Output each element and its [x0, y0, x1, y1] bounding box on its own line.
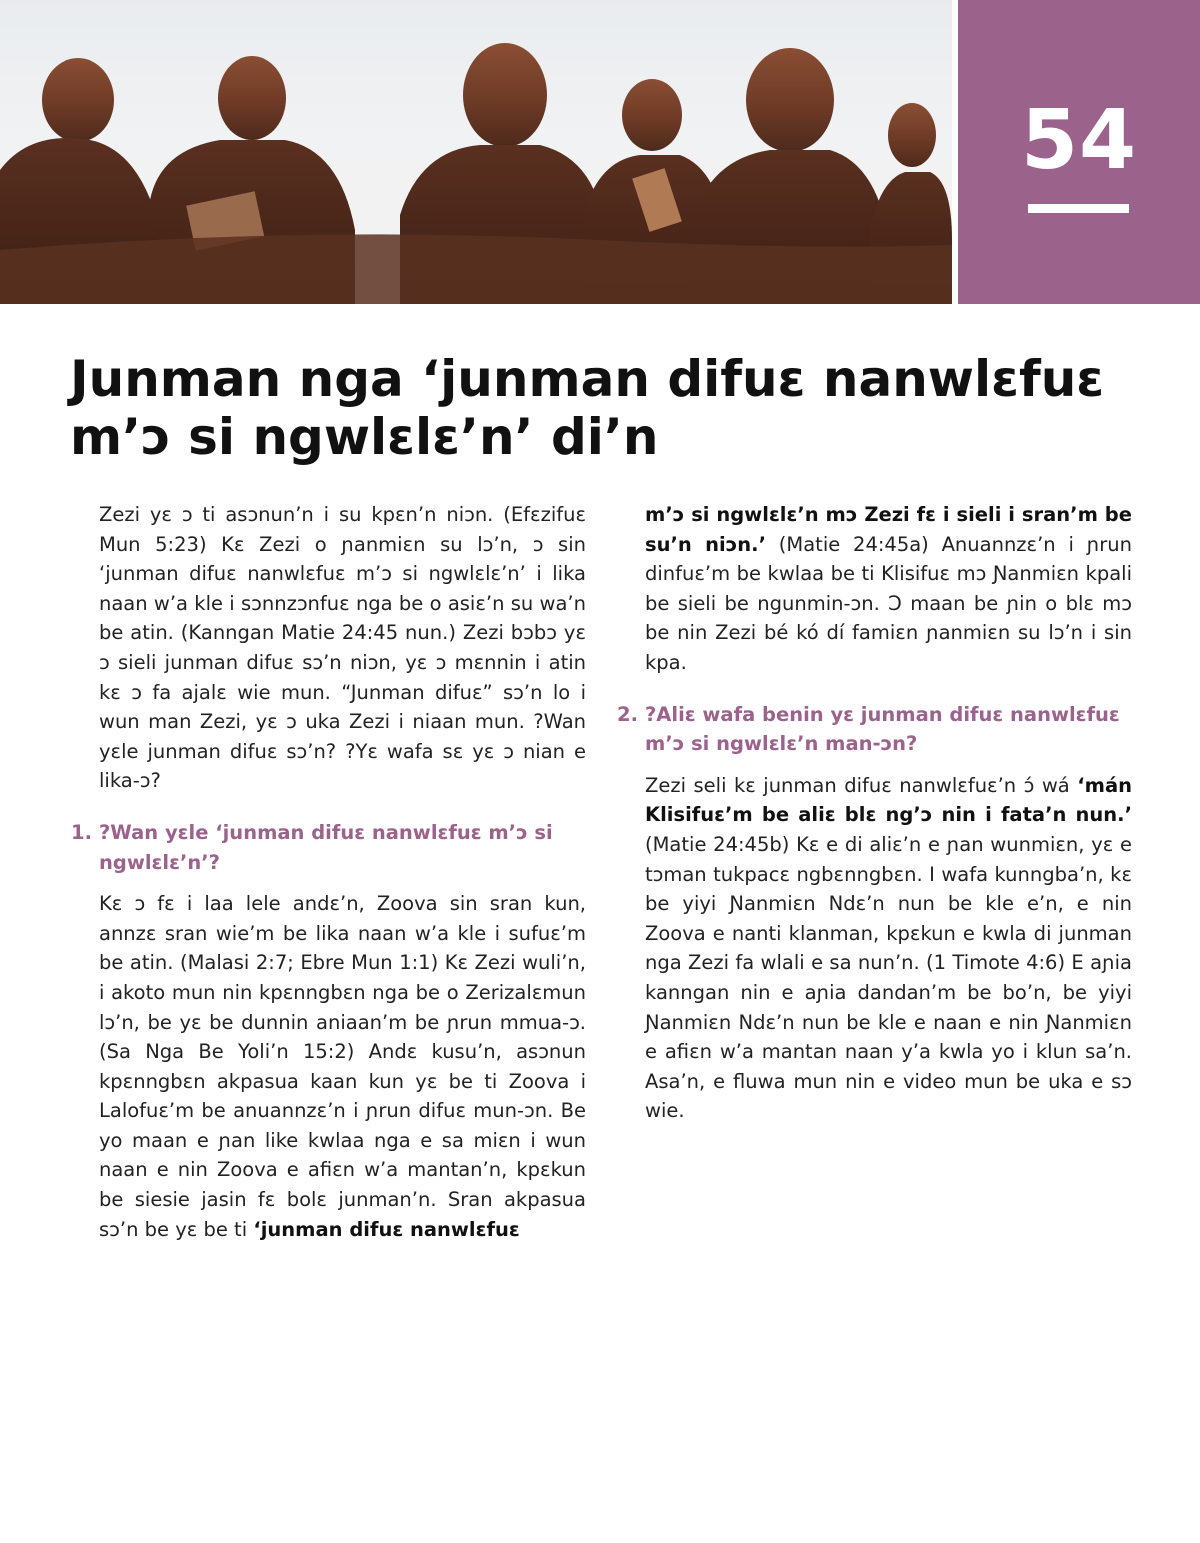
group-of-men-in-suits-icon	[0, 0, 952, 304]
answer-2-bold: ‘mán Klisifuɛ’m be aliɛ blɛ ng’ɔ nin i fata’n nun.’	[645, 773, 1132, 827]
lesson-number-box	[958, 0, 1200, 304]
lesson-number-underline	[1028, 204, 1129, 213]
title-line-1: Junman nga ‘junman difuɛ nanwlɛfuɛ	[70, 350, 1105, 408]
answer-1-continued	[645, 500, 1132, 678]
answer-2-text-after: (Matie 24:45b) Kɛ e di aliɛ’n e ɲan wunmiɛn, yɛ e tɔman tukpacɛ ngbɛnngbɛn. I wafa kunngba’n, kɛ be yiyi Ɲanmiɛn Ndɛ’n nun be kle e’n, e nin Zoova e nanti klanman, kpɛkun e kwla di junman nga Zezi fa wlali e sa nun’n. (1 Timote 4:6) E aɲia kanngan nin e aɲia dandan’m be bo’n, be yiyi Ɲanmiɛn Ndɛ’n nun be kle e naan e nin Ɲanmiɛn e afiɛn w’a mantan naan y’a kwla yo i klun sa’n. Asa’n, e fluwa mun nin e video mun be uka e sɔ wie.	[645, 832, 1132, 1123]
lesson-number: 54	[1020, 93, 1138, 188]
title-line-2: m’ɔ si ngwlɛlɛ’n’ di’n	[70, 408, 659, 466]
answer-1-tail: (Matie 24:45a) Anuannzɛ’n i ɲrun dinfuɛ’m be kwlaa be ti Klisifuɛ mɔ Ɲanmiɛn kpali be sieli be ngunmin-ɔn. Ɔ maan be ɲin o blɛ mɔ be nin Zezi bé kó dí famiɛn ɲanmiɛn su lɔ’n i sin kpa.	[645, 532, 1132, 674]
right-column	[617, 500, 1132, 1126]
intro-paragraph: Zezi yɛ ɔ ti asɔnun’n i su kpɛn’n niɔn. (Efɛzifuɛ Mun 5:23) Kɛ Zezi o ɲanmiɛn su lɔ’n, ɔ sin ‘junman difuɛ nanwlɛfuɛ m’ɔ si ngwlɛlɛ’n’ i lika naan w’a kle i sɔnnzɔnfuɛ nga be o asiɛ’n su wa’n be atin. (Kanngan Matie 24:45 nun.) Zezi bɔbɔ yɛ ɔ sieli junman difuɛ sɔ’n niɔn, yɛ ɔ mɛnnin i atin kɛ ɔ fa ajalɛ wie mun. “Junman difuɛ” sɔ’n lo i wun man Zezi, yɛ ɔ uka Zezi i niaan mun. ?Wan yɛle junman difuɛ sɔ’n? ?Yɛ wafa sɛ yɛ ɔ nian e lika-ɔ?	[99, 503, 586, 793]
question-2	[617, 700, 1132, 759]
question-1	[71, 818, 586, 877]
header-photo	[0, 0, 952, 304]
answer-1-bold: m’ɔ si ngwlɛlɛ’n mɔ Zezi fɛ i sieli i sran’m be su’n niɔn.’	[645, 503, 1132, 556]
question-1-number: 1.	[71, 820, 92, 844]
question-1-text: ?Wan yɛle ‘junman difuɛ nanwlɛfuɛ m’ɔ si ngwlɛlɛ’n’?	[99, 820, 553, 874]
left-column	[71, 500, 586, 1244]
page-title	[70, 350, 1130, 466]
answer-1-text: Kɛ ɔ fɛ i laa lele andɛ’n, Zoova sin sran kun, annzɛ sran wie’m be lika naan w’a kle i sufuɛ’m be atin. (Malasi 2:7; Ebre Mun 1:1) Kɛ Zezi wuli’n, i akoto mun nin kpɛnngbɛn nga be o Zerizalɛmun lɔ’n, be yɛ be dunnin aniaan’m be ɲrun mmua-ɔ. (Sa Nga Be Yoli’n 15:2) Andɛ kusu’n, asɔnun kpɛnngbɛn akpasua kaan kun yɛ be ti Zoova i Lalofuɛ’m be anuannzɛ’n i ɲrun difuɛ mun-ɔn. Be yo maan e ɲan like kwlaa nga e sa miɛn i wun naan e nin Zoova e afiɛn w’a mantan’n, kpɛkun be siesie jasin fɛ bolɛ junman’n. Sran akpasua sɔ’n be yɛ be ti	[99, 892, 586, 1241]
question-2-text: ?Aliɛ wafa benin yɛ junman difuɛ nanwlɛfuɛ m’ɔ si ngwlɛlɛ’n man-ɔn?	[645, 702, 1120, 756]
answer-2-text-before: Zezi seli kɛ junman difuɛ nanwlɛfuɛ’n ɔ́ wá	[645, 773, 1078, 797]
answer-1-bold-left: ‘junman difuɛ nanwlɛfuɛ	[253, 1217, 520, 1241]
answer-2-paragraph	[645, 771, 1132, 1126]
answer-1-paragraph	[99, 889, 586, 1244]
question-2-number: 2.	[617, 702, 638, 726]
